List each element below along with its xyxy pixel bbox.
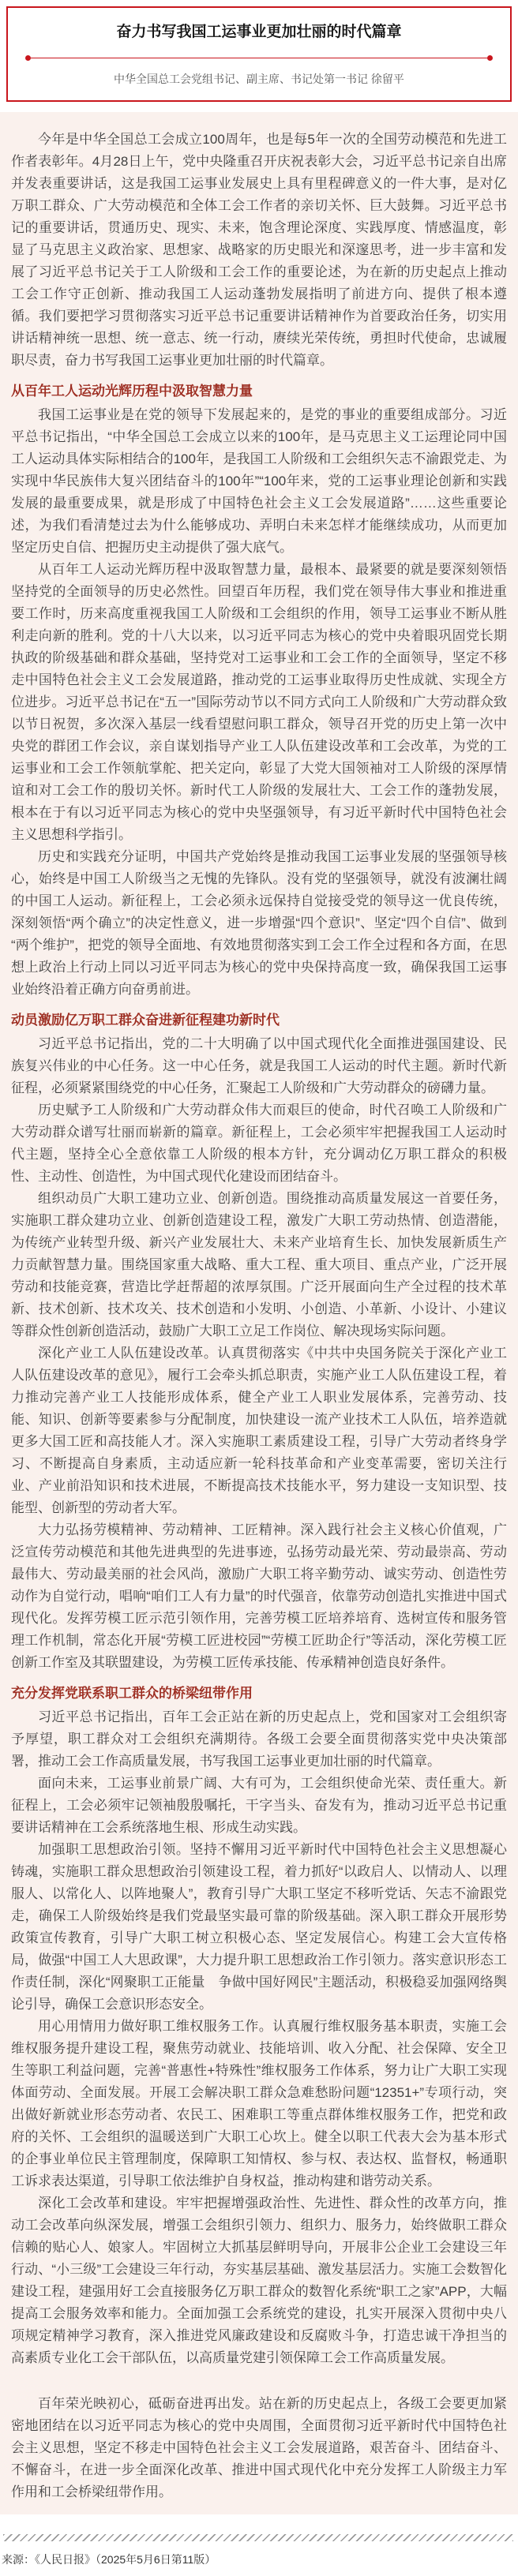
article-paragraph: 习近平总书记指出，党的二十大明确了以中国式现代化全面推进强国建设、民族复兴伟业的中心任务。这一中心任务，就是我国工人运动的时代主题。新时代新征程，必须紧紧围绕党的中心任务，汇聚起工人阶级和广大劳动群众的磅礴力量。 bbox=[11, 1035, 507, 1095]
title-box bbox=[6, 6, 512, 102]
section-heading: 充分发挥党联系职工群众的桥梁纽带作用 bbox=[11, 1685, 253, 1701]
byline: 中华全国总工会党组书记、副主席、书记处第一书记 徐留平 bbox=[114, 72, 404, 85]
article-paragraph: 今年是中华全国总工会成立100周年，也是每5年一次的全国劳动模范和先进工作者表彰年。4月28日上午，党中央隆重召开庆祝表彰大会，习近平总书记亲自出席并发表重要讲话，这是我国工运事业发展史上具有里程碑意义的一件大事，是对亿万职工群众、广大劳动模范和全体工会工作者的亲切关怀、巨大鼓舞。习近平总书记的重要讲话，贯通历史、现实、未来，饱含理论深度、实践厚度、情感温度，彰显了马克思主义政治家、思想家、战略家的历史眼光和深邃思考，进一步丰富和发展了习近平总书记关于工人阶级和工会工作的重要论述，为在新的历史起点上推动工会工作守正创新、推动我国工人运动蓬勃发展指明了前进方向、提供了根本遵循。我们要把学习贯彻落实习近平总书记重要讲话精神作为首要政治任务，切实用讲话精神统一思想、统一意志、统一行动，赓续光荣传统，勇担时代使命，忠诚履职尽责，奋力书写我国工运事业更加壮丽的时代篇章。 bbox=[11, 131, 507, 368]
article-paragraph-final: 百年荣光映初心，砥砺奋进再出发。站在新的历史起点上，各级工会要更加紧密地团结在以习近平同志为核心的党中央周围，全面贯彻习近平新时代中国特色社会主义思想，坚定不移走中国特色社会主义工会发展道路，艰苦奋斗、团结奋斗、不懈奋斗，在进一步全面深化改革、推进中国式现代化中充分发挥工人阶级主力军作用和工会桥梁纽带作用。 bbox=[11, 2395, 507, 2499]
divider-left-dot-icon bbox=[25, 55, 31, 61]
article-paragraph: 历史赋予工人阶级和广大劳动群众伟大而艰巨的使命，时代召唤工人阶级和广大劳动群众谱写壮丽而崭新的篇章。新征程上，工会必须牢牢把握我国工人运动时代主题，坚持全心全意依靠工人阶级的根本方针，充分调动亿万职工群众的积极性、主动性、创造性，为中国式现代化建设而团结奋斗。 bbox=[11, 1102, 507, 1184]
article-paragraph: 加强职工思想政治引领。坚持不懈用习近平新时代中国特色社会主义思想凝心铸魂，实施职工群众思想政治引领建设工程，着力抓好“以政启人、以情动人、以理服人、以常化人、以阵地聚人”，教育引导广大职工坚定不移听党话、矢志不渝跟党走，确保工人阶级始终是我们党最坚实最可靠的阶级基础。深入职工群众开展形势政策宣传教育，引导广大职工树立积极心态、坚定发展信心。构建工会大宣传格局，做强“中国工人大思政课”，大力提升职工思想政治工作引领力。落实意识形态工作责任制，深化“网聚职工正能量 争做中国好网民”主题活动，积极稳妥加强网络舆论引导，确保工会意识形态安全。 bbox=[11, 1841, 507, 2012]
title-divider bbox=[25, 55, 493, 61]
article-paragraph: 历史和实践充分证明，中国共产党始终是推动我国工运事业发展的坚强领导核心，始终是中国工人阶级当之无愧的先锋队。没有党的坚强领导，就没有波澜壮阔的中国工人运动。新征程上，工会必须永远保持自觉接受党的领导这一优良传统，深刻领悟“两个确立”的决定性意义，进一步增强“四个意识”、坚定“四个自信”、做到“两个维护”，把党的领导全面地、有效地贯彻落实到工会工作全过程和各方面，在思想上政治上行动上同以习近平同志为核心的党中央保持高度一致，确保我国工运事业始终沿着正确方向奋勇前进。 bbox=[11, 848, 507, 997]
article-page bbox=[0, 6, 518, 2568]
section-heading: 动员激励亿万职工群众奋进新征程建功新时代 bbox=[11, 1012, 280, 1028]
article-paragraph: 组织动员广大职工建功立业、创新创造。围绕推动高质量发展这一首要任务，实施职工群众建功立业、创新创造建设工程，激发广大职工劳动热情、创造潜能，为传统产业转型升级、新兴产业发展壮大、未来产业培育生长、加快发展新质生产力贡献智慧力量。围绕国家重大战略、重大工程、重大项目、重点产业，广泛开展劳动和技能竞赛，营造比学赶帮超的浓厚氛围。广泛开展面向生产全过程的技术革新、技术创新、技术攻关、技术创造和小发明、小创造、小革新、小设计、小建议等群众性创新创造活动，鼓励广大职工立足工作岗位、解决现场实际问题。 bbox=[11, 1190, 507, 1339]
article-paragraph: 从百年工人运动光辉历程中汲取智慧力量，最根本、最紧要的就是要深刻领悟坚持党的全面领导的历史必然性。回望百年历程，我们党在领导伟大事业和推进重要工作时，历来高度重视我国工人阶级和工会组织的作用，领导工运事业不断从胜利走向新的胜利。党的十八大以来，以习近平同志为核心的党中央着眼巩固党长期执政的阶级基础和群众基础，坚持党对工运事业和工会工作的全面领导，坚定不移走中国特色社会主义工会发展道路，推动党的工运事业取得历史性成就、实现全方位进步。习近平总书记在“五一”国际劳动节以不同方式向工人阶级和广大劳动群众致以节日祝贺，多次深入基层一线看望慰问职工群众，领导召开党的历史上第一次中央党的群团工作会议，亲自谋划指导产业工人队伍建设改革和工会改革，为党的工运事业和工会工作领航掌舵、把关定向，彰显了大党大国领袖对工人阶级的深厚情谊和对工会工作的殷切关怀。新时代工人阶级的发展壮大、工会工作的蓬勃发展，根本在于有以习近平同志为核心的党中央坚强领导，有习近平新时代中国特色社会主义思想科学指引。 bbox=[11, 561, 507, 842]
section-heading: 从百年工人运动光辉历程中汲取智慧力量 bbox=[11, 383, 253, 399]
article-paragraph: 大力弘扬劳模精神、劳动精神、工匠精神。深入践行社会主义核心价值观，广泛宣传劳动模范和其他先进典型的先进事迹，弘扬劳动最光荣、劳动最崇高、劳动最伟大、劳动最美丽的社会风尚，激励广大职工将辛勤劳动、诚实劳动、创造性劳动作为自觉行动，唱响“咱们工人有力量”的时代强音，依靠劳动创造扎实推进中国式现代化。发挥劳模工匠示范引领作用，完善劳模工匠培养培育、选树宣传和服务管理工作机制，常态化开展“劳模工匠进校园”“劳模工匠助企行”等活动，深化劳模工匠创新工作室及其联盟建设，为劳模工匠传承技能、传承精神创造良好条件。 bbox=[11, 1522, 507, 1670]
article-paragraph: 面向未来，工运事业前景广阔、大有可为，工会组织使命光荣、责任重大。新征程上，工会必须牢记领袖殷殷嘱托，干字当头、奋发有为，推动习近平总书记重要讲话精神在工会系统落地生根、形成生动实践。 bbox=[11, 1775, 507, 1835]
article-paragraph: 习近平总书记指出，百年工会正站在新的历史起点上，党和国家对工会组织寄予厚望，职工群众对工会组织充满期待。各级工会要全面贯彻落实党中央决策部署，推动工会工作高质量发展，书写我国工运事业更加壮丽的时代篇章。 bbox=[11, 1709, 507, 1769]
article-paragraph: 深化产业工人队伍建设改革。认真贯彻落实《中共中央国务院关于深化产业工人队伍建设改革的意见》，履行工会牵头抓总职责，实施产业工人队伍建设工程，着力推动完善产业工人技能形成体系，健全产业工人职业发展体系，完善劳动、技能、知识、创新等要素参与分配制度，加快建设一流产业技术工人队伍，培养造就更多大国工匠和高技能人才。深入实施职工素质建设工程，引导广大劳动者终身学习、不断提高自身素质，主动适应新一轮科技革命和产业变革需要，密切关注行业、产业前沿知识和技术进展，不断提高技术技能水平，努力建设一支知识型、技能型、创新型的劳动者大军。 bbox=[11, 1345, 507, 1515]
source-line: 来源：《人民日报》（2025年5月6日第11版） bbox=[2, 2552, 216, 2566]
slash-divider bbox=[3, 2534, 513, 2541]
page-title: 奋力书写我国工运事业更加壮丽的时代篇章 bbox=[116, 24, 402, 40]
article-paragraph: 深化工会改革和建设。牢牢把握增强政治性、先进性、群众性的改革方向，推动工会改革向纵深发展，增强工会组织引领力、组织力、服务力，始终做职工群众信赖的贴心人、娘家人。牢固树立大抓基层鲜明导向，开展非公企业工会建设三年行动、“小三级”工会建设三年行动，夯实基层基础、激发基层活力。实施工会数智化建设工程，建强用好工会直接服务亿万职工群众的数智化系统“职工之家”APP，大幅提高工会服务效率和能力。全面加强工会系统党的建设，扎实开展深入贯彻中央八项规定精神学习教育，深入推进党风廉政建设和反腐败斗争，打造忠诚干净担当的高素质专业化工会干部队伍，以高质量党建引领保障工会工作高质量发展。 bbox=[11, 2195, 507, 2365]
article-paragraph: 用心用情用力做好职工维权服务工作。认真履行维权服务基本职责，实施工会维权服务提升建设工程，聚焦劳动就业、技能培训、收入分配、社会保障、安全卫生等职工利益问题，完善“普惠性+特殊性”维权服务工作体系，努力让广大职工实现体面劳动、全面发展。开展工会解决职工群众急难愁盼问题“12351+”专项行动，突出做好新就业形态劳动者、农民工、困难职工等重点群体维权服务工作，把党和政府的关怀、工会组织的温暖送到广大职工心坎上。健全以职工代表大会为基本形式的企事业单位民主管理制度，保障职工知情权、参与权、表达权、监督权，畅通职工诉求表达渠道，引导职工依法维护自身权益，推动构建和谐劳动关系。 bbox=[11, 2018, 507, 2188]
article-paragraph: 我国工运事业是在党的领导下发展起来的，是党的事业的重要组成部分。习近平总书记指出，“中华全国总工会成立以来的100年，是马克思主义工运理论同中国工人运动具体实际相结合的100年，是我国工人阶级和工会组织矢志不渝跟党走、为实现中华民族伟大复兴团结奋斗的100年”“100年来，党的工运事业理论创新和实践发展的最重要成果，就是形成了中国特色社会主义工会发展道路”……这些重要论述，为我们看清楚过去为什么能够成功、弄明白未来怎样才能继续成功，从而更加坚定历史自信、把握历史主动提供了强大底气。 bbox=[11, 406, 507, 555]
article-body bbox=[0, 112, 518, 2514]
divider-right-dot-icon bbox=[487, 55, 493, 61]
